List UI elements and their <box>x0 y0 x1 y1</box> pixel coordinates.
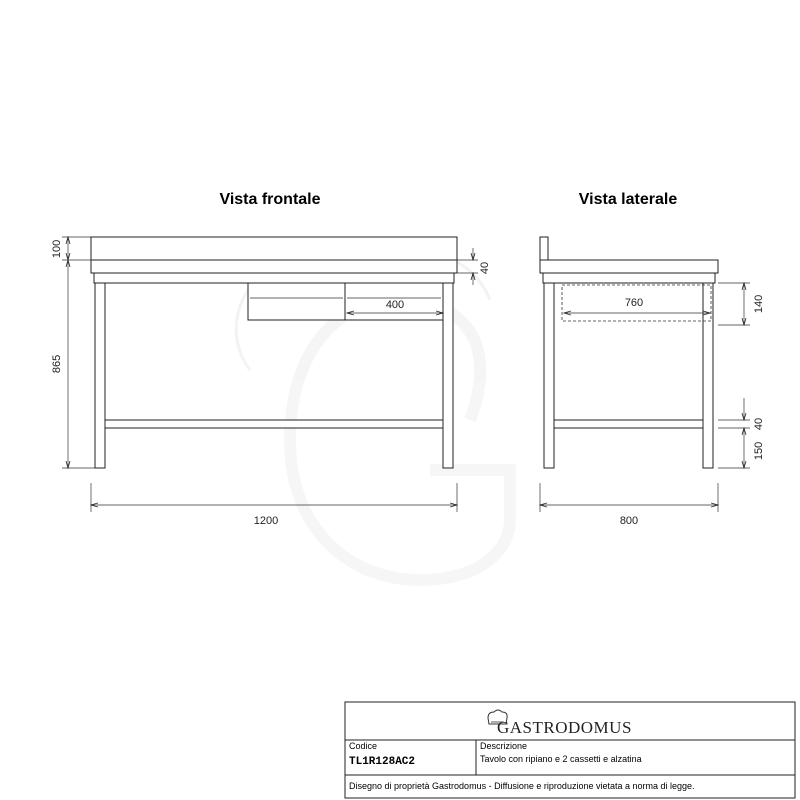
side-total-depth-label: 800 <box>619 515 639 527</box>
front-drawer-width-label: 400 <box>385 299 405 311</box>
front-total-height-label: 865 <box>51 354 63 374</box>
side-backsplash <box>540 237 548 260</box>
front-top-thickness-label: 40 <box>479 261 491 275</box>
side-drawer-height-label: 140 <box>753 294 765 314</box>
front-top-height-label: 100 <box>51 239 63 259</box>
side-shelf-thickness-label: 40 <box>753 417 765 431</box>
front-rail <box>94 273 454 283</box>
side-view-title: Vista laterale <box>578 191 678 208</box>
footer-notice: Disegno di proprietà Gastrodomus - Diffusione e riproduzione vietata a norma di legge. <box>349 781 695 791</box>
description-value: Tavolo con ripiano e 2 cassetti e alzatina <box>480 754 642 764</box>
side-rail <box>543 273 715 283</box>
front-leg-right <box>443 283 453 468</box>
front-view-title: Vista frontale <box>219 191 321 208</box>
side-drawer-depth-label: 760 <box>624 297 644 309</box>
side-shelf <box>554 420 703 428</box>
code-label: Codice <box>349 741 378 751</box>
title-block <box>345 702 795 798</box>
side-shelf-height-label: 150 <box>753 441 765 461</box>
front-view <box>51 237 491 527</box>
side-worktop <box>540 260 718 273</box>
side-leg-left <box>544 283 554 468</box>
front-total-width-label: 1200 <box>253 515 279 527</box>
front-drawer-left <box>248 283 345 320</box>
side-leg-right <box>703 283 713 468</box>
brand-name: GASTRODOMUS <box>497 718 632 737</box>
side-view <box>540 237 765 527</box>
front-leg-left <box>95 283 105 468</box>
front-worktop <box>91 260 457 273</box>
code-value: TL1R128AC2 <box>349 756 416 768</box>
description-label: Descrizione <box>480 741 528 751</box>
front-shelf <box>105 420 443 428</box>
front-backsplash <box>91 237 457 260</box>
